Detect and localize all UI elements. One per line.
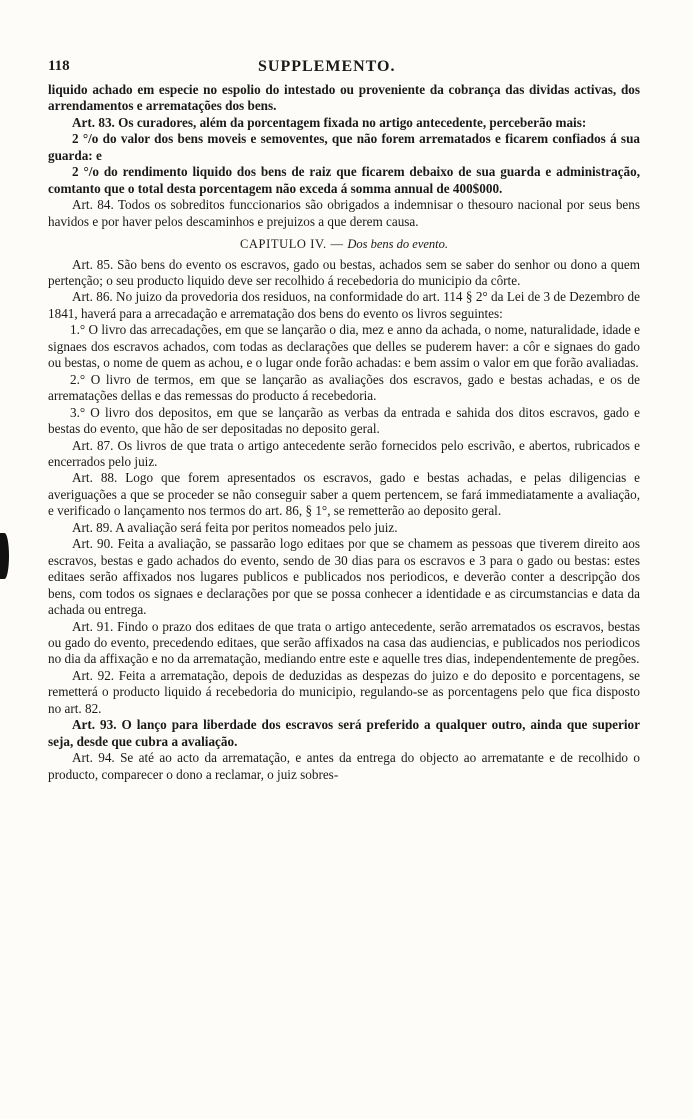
article-86-item-3: 3.° O livro dos depositos, em que se lançarão as verbas da entrada e sahida dos ditos escravos, gado e bestas do evento, que hão de ser depositadas no deposito geral. (48, 404, 640, 437)
article-83: Art. 83. Os curadores, além da porcentagem fixada no artigo antecedente, perceberão mais: (72, 114, 587, 130)
chapter-dash: — (326, 237, 348, 252)
article-90: Art. 90. Feita a avaliação, se passarão logo editaes por que se chamem as pessoas que tiverem direito aos escravos, bestas e gado achados do evento, sendo de 30 dias para os escravos e 3 para o gado ou bestas: estes editaes serão affixados nos lugares publicos e publicados nos periodicos, e deverão conter a descripção dos bens, com todos os signaes e declarações por que se possa conhecer a identidade e as circumstancias e data da achada ou entrega. (48, 536, 640, 618)
article-87: Art. 87. Os livros de que trata o artigo antecedente serão fornecidos pelo escrivão, e abertos, rubricados e encerrados pelo juiz. (48, 437, 640, 469)
article-91: Art. 91. Findo o prazo dos editaes de que trata o artigo antecedente, serão arrematados os escravos, bestas ou gado do evento, precedendo editaes, que serão affixados na casa das audiencias, e publicados nos periodicos no dia da affixação e no da arrematação, mediando entre este e aquelle tres dias, independentemente de pregões. (48, 618, 640, 667)
article-83-item-1: 2 °/o do valor dos bens moveis e semoventes, que não forem arrematados e ficarem confiados á sua guarda: e (48, 131, 640, 163)
ink-blot-mark (0, 533, 9, 579)
page-body (48, 82, 640, 783)
page-number: 118 (48, 58, 70, 74)
article-86: Art. 86. No juizo da provedoria dos residuos, na conformidade do art. 114 § 2° da Lei de 3 de Dezembro de 1841, haverá para a arrecadação e arrematação dos bens do evento os livros seguintes: (48, 289, 640, 321)
article-83-item-2: 2 °/o do rendimento liquido dos bens de raiz que ficarem debaixo de sua guarda e administração, comtanto que o total desta porcentagem não exceda á somma annual de 400$000. (48, 164, 640, 196)
article-89: Art. 89. A avaliação será feita por peritos nomeados pelo juiz. (72, 519, 398, 535)
article-94: Art. 94. Se até ao acto da arrematação, e antes da entrega do objecto ao arrematante e de recolhido o producto, comparecer o dono a reclamar, o juiz sobres- (48, 750, 640, 782)
article-92: Art. 92. Feita a arrematação, depois de deduzidas as despezas do juizo e do deposito e porcentagens, se remetterá o producto liquido á recebedoria do municipio, regulando-se as porcentagens pelo que fica disposto no art. 82. (48, 667, 640, 716)
article-84: Art. 84. Todos os sobreditos funccionarios são obrigados a indemnisar o thesouro nacional por seus bens havidos e por haver pelos descaminhos e prejuizos a que derem causa. (48, 197, 640, 229)
page-header (48, 58, 640, 80)
running-head: SUPPLEMENTO. (258, 58, 396, 75)
article-85: Art. 85. São bens do evento os escravos, gado ou bestas, achados sem se saber do senhor ou dono a quem pertenção; o seu producto liquido deve ser recolhido á recebedoria do municipio da côrte. (48, 256, 640, 288)
chapter-title: Dos bens do evento. (347, 237, 449, 252)
chapter-label: CAPITULO IV. (239, 237, 327, 252)
article-86-item-2: 2.° O livro de termos, em que se lançarão as avaliações dos escravos, gado e bestas achadas, e os de arrematações dellas e das remessas do producto á recebedoria. (48, 371, 640, 404)
article-86-item-1: 1.° O livro das arrecadações, em que se lançarão o dia, mez e anno da achada, o nome, naturalidade, idade e signaes dos escravos achados, com todas as declarações que delles se puderem haver: a côr e signaes do gado ou bestas, o nome de quem as achou, e o lugar onde forão achadas: e bem assim o valor em que forão avaliadas. (48, 322, 640, 371)
article-93: Art. 93. O lanço para liberdade dos escravos será preferido a qualquer outro, ainda que superior seja, desde que cubra a avaliação. (48, 717, 640, 749)
chapter-heading (48, 236, 640, 252)
paragraph-continuation: liquido achado em especie no espolio do intestado ou proveniente da cobrança das dividas activas, dos arrendamentos e arrematações dos bens. (48, 82, 640, 114)
article-88: Art. 88. Logo que forem apresentados os escravos, gado e bestas achadas, e pelas diligencias e averiguações a que se proceder se não conseguir saber a quem pertencem, se fará immediatamente a avaliação, e verificado o lançamento nos termos do art. 86, § 1°, se remetterão ao deposito geral. (48, 470, 640, 519)
